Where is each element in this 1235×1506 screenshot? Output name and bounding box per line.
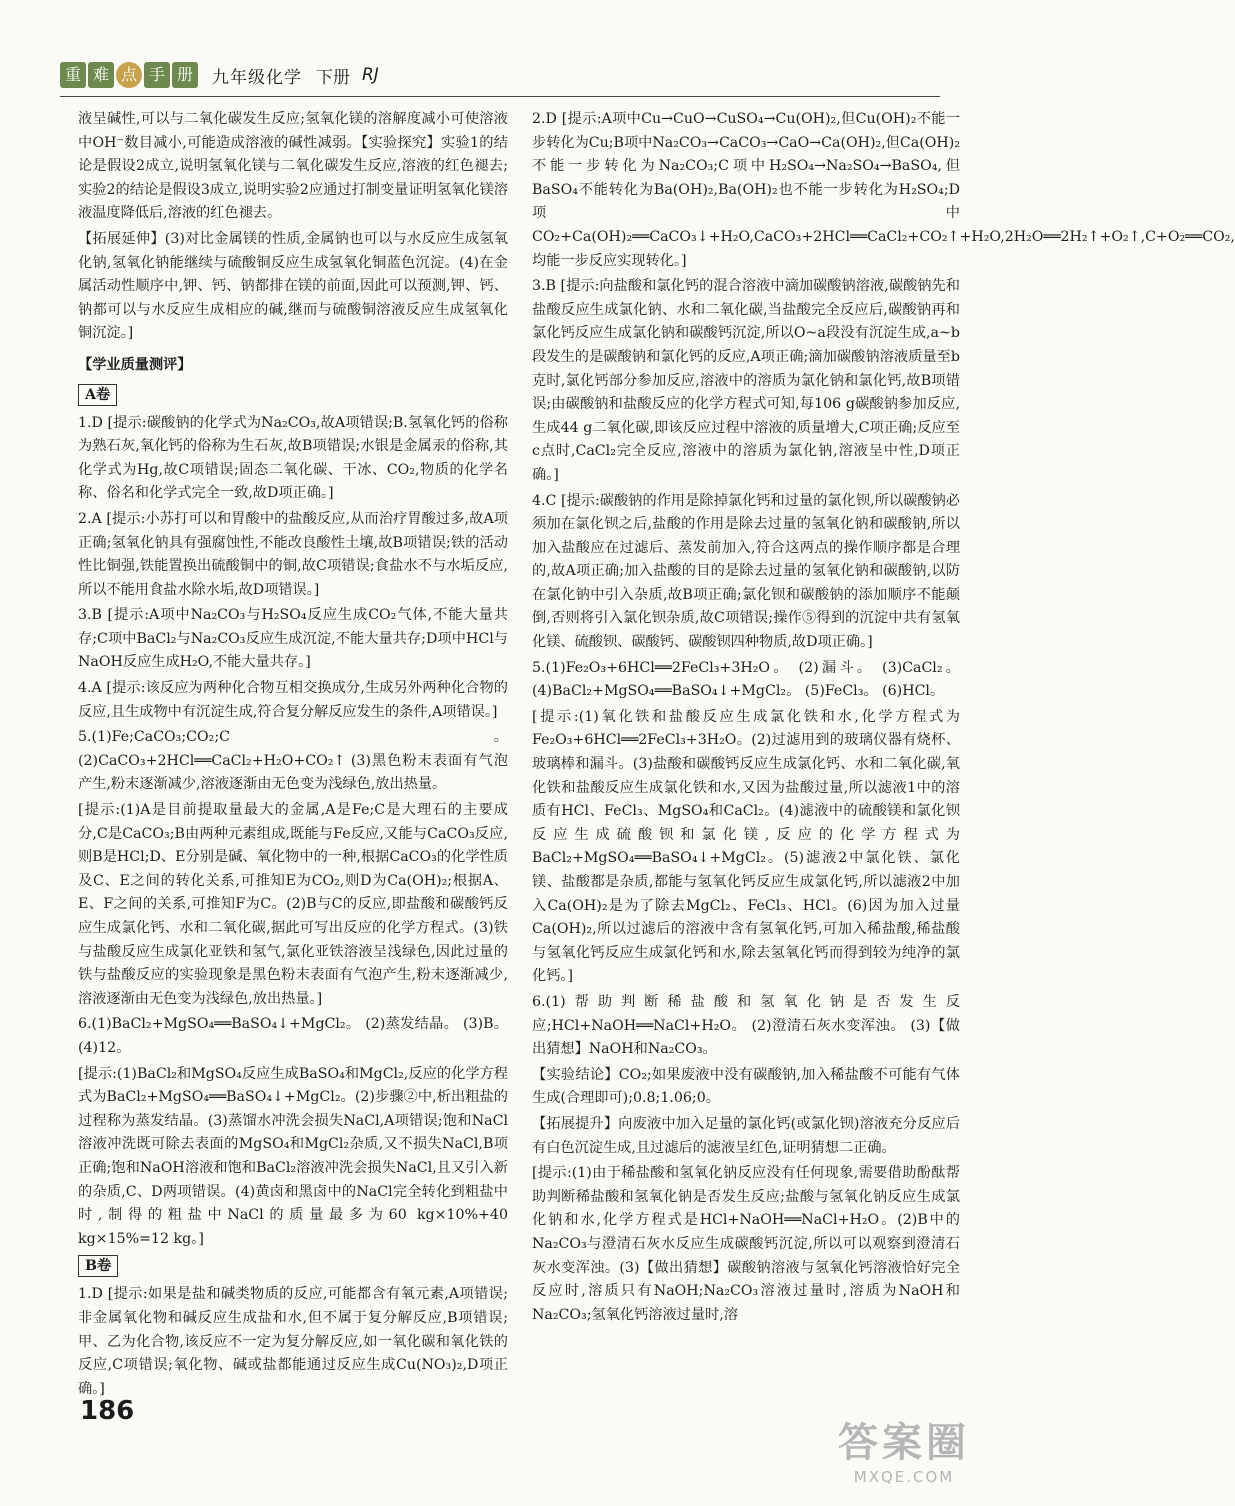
- section-heading: 【学业质量测评】: [78, 356, 192, 373]
- left-column: [78, 108, 508, 1403]
- right-column: [532, 108, 1235, 1329]
- logo-char: 重: [60, 62, 86, 88]
- answer-item: 6.(1)帮助判断稀盐酸和氢氧化钠是否发生反应;HCl+NaOH══NaCl+H₂O。 (2)澄清石灰水变浑浊。 (3)【做出猜想】NaOH和Na₂CO₃。: [532, 993, 960, 1058]
- answer-hint: [提示:(1)A是目前提取量最大的金属,A是Fe;C是大理石的主要成分,C是CaCO₃;B由两种元素组成,既能与Fe反应,又能与CaCO₃反应,则B是HCl;D、E分别是碱、氧化物中的一种,根据CaCO₃的化学性质及C、E之间的转化关系,可推知E为CO₂,则D为Ca(OH)₂;根据A、E、F之间的关系,可推知F为C。(2)B与C的反应,即盐酸和碳酸钙反应生成氯化钙、水和二氧化碳,据此可写出反应的化学方程式。(3)铁与盐酸反应生成氯化亚铁和氢气,氯化亚铁溶液呈浅绿色,因此过量的铁与盐酸反应的实验现象是黑色粉末表面有气泡产生,粉末逐渐减少,溶液逐渐由无色变为浅绿色,放出热量。]: [78, 802, 508, 1007]
- answer-item: 4.C [提示:碳酸钠的作用是除掉氯化钙和过量的氯化钡,所以碳酸钠必须加在氯化钡之后,盐酸的作用是除去过量的氢氧化钠和碳酸钠,所以加入盐酸应在过滤后、蒸发前加入,符合这两点的操作顺序都是合理的,故A项正确;加入盐酸的目的是除去过量的氢氧化钠和碳酸钠,以防在氯化钠中引入杂质,故B项正确;氯化钡和碳酸钠的添加顺序不能颠倒,否则将引入氯化钡杂质,故C项错误;操作⑤得到的沉淀中共有氢氧化镁、硫酸钡、碳酸钙、碳酸钡四种物质,故D项正确。]: [532, 492, 960, 651]
- answer-item: 2.A [提示:小苏打可以和胃酸中的盐酸反应,从而治疗胃酸过多,故A项正确;氢氧化钠具有强腐蚀性,不能改良酸性土壤,故B项错误;铁的活动性比铜强,铁能置换出硫酸铜中的铜,故C项错误;食盐水不与水垢反应,所以不能用食盐水除水垢,故D项错误。]: [78, 510, 508, 598]
- answer-hint: [提示:(1)氧化铁和盐酸反应生成氯化铁和水,化学方程式为Fe₂O₃+6HCl══2FeCl₃+3H₂O。(2)过滤用到的玻璃仪器有烧杯、玻璃棒和漏斗。(3)盐酸和碳酸钙反应生成氯化钙、水和二氧化碳,氧化铁和盐酸反应生成氯化铁和水,又因为盐酸过量,所以滤液1中的溶质有HCl、FeCl₃、MgSO₄和CaCl₂。(4)滤液中的硫酸镁和氯化钡反应生成硫酸钡和氯化镁,反应的化学方程式为BaCl₂+MgSO₄══BaSO₄↓+MgCl₂。(5)滤液2中氯化铁、氯化镁、盐酸都是杂质,都能与氢氧化钙反应生成氯化钙,所以滤液2中加入Ca(OH)₂是为了除去MgCl₂、FeCl₃、HCl。(6)因为加入过量Ca(OH)₂,所以过滤后的溶液中含有氢氧化钙,可加入稀盐酸,稀盐酸与氢氧化钙反应生成氯化钙和水,除去氢氧化钙而得到较为纯净的氯化钙。]: [532, 708, 960, 985]
- logo-char: 点: [116, 62, 142, 88]
- answer-hint: [提示:(1)BaCl₂和MgSO₄反应生成BaSO₄和MgCl₂,反应的化学方程式为BaCl₂+MgSO₄══BaSO₄↓+MgCl₂。(2)步骤②中,析出粗盐的过程称为蒸发结晶。(3)蒸馏水冲洗会损失NaCl,A项错误;饱和NaCl溶液冲洗既可除去表面的MgSO₄和MgCl₂杂质,又不损失NaCl,B项正确;饱和NaOH溶液和饱和BaCl₂溶液冲洗会损失NaCl,且又引入新的杂质,C、D两项错误。(4)黄卤和黑卤中的NaCl完全转化到粗盐中时,制得的粗盐中NaCl的质量最多为60 kg×10%+40 kg×15%=12 kg。]: [78, 1065, 508, 1247]
- header-rule: [60, 96, 940, 97]
- watermark-url: MXQE.COM: [853, 1468, 955, 1486]
- answer-item: 【实验结论】CO₂;如果废液中没有碳酸钠,加入稀盐酸不可能有气体生成(合理即可);0.8;1.06;0。: [532, 1066, 960, 1107]
- volume-tag-a: A卷: [78, 384, 117, 406]
- answer-item: 【拓展提升】向废液中加入足量的氯化钙(或氯化钡)溶液充分反应后有白色沉淀生成,且过滤后的滤液呈红色,证明猜想二正确。: [532, 1115, 960, 1156]
- page-number: 186: [80, 1396, 135, 1426]
- logo-char: 册: [172, 62, 198, 88]
- volume-tag-b: B卷: [78, 1255, 118, 1277]
- answer-item: 3.B [提示:向盐酸和氯化钙的混合溶液中滴加碳酸钠溶液,碳酸钠先和盐酸反应生成氯化钠、水和二氧化碳,当盐酸完全反应后,碳酸钠再和氯化钙反应生成氯化钠和碳酸钙沉淀,所以O~a段没有沉淀生成,a~b段发生的是碳酸钠和氯化钙的反应,A项正确;滴加碳酸钠溶液质量至b克时,氯化钙部分参加反应,溶液中的溶质为氯化钠和氯化钙,故B项错误;由碳酸钠和盐酸反应的化学方程式可知,每106 g碳酸钠参加反应,生成44 g二氧化碳,即该反应过程中溶液的质量增大,C项正确;反应至c点时,CaCl₂完全反应,溶液中的溶质为氯化钠,溶液呈中性,D项正确。]: [532, 278, 960, 483]
- answer-item: 5.(1)Fe₂O₃+6HCl══2FeCl₃+3H₂O。 (2)漏斗。 (3)CaCl₂。 (4)BaCl₂+MgSO₄══BaSO₄↓+MgCl₂。 (5)FeCl₃。 (6)HCl。: [532, 659, 960, 700]
- watermark: [838, 1411, 970, 1486]
- answer-item: 1.D [提示:碳酸钠的化学式为Na₂CO₃,故A项错误;B.氢氧化钙的俗称为熟石灰,氧化钙的俗称为生石灰,故B项错误;水银是金属汞的俗称,其化学式为Hg,故C项错误;固态二氧化碳、干冰、CO₂,物质的化学名称、俗名和化学式完全一致,故D项正确。]: [78, 414, 508, 502]
- paragraph: 【拓展延伸】(3)对比金属镁的性质,金属钠也可以与水反应生成氢氧化钠,氢氧化钠能继续与硫酸铜反应生成氢氧化铜蓝色沉淀。(4)在金属活动性顺序中,钾、钙、钠都排在镁的前面,因此可以预测,钾、钙、钠都可以与水反应生成相应的碱,继而与硫酸铜溶液反应生成氢氧化铜沉淀。]: [78, 230, 508, 342]
- book-term: 下册: [316, 67, 350, 88]
- answer-item: 1.D [提示:如果是盐和碱类物质的反应,可能都含有氧元素,A项错误;非金属氧化物和碱反应生成盐和水,但不属于复分解反应,B项错误;甲、乙为化合物,该反应不一定为复分解反应,如一氧化碳和氧化铁的反应,C项错误;氧化物、碱或盐都能通过反应生成Cu(NO₃)₂,D项正确。]: [78, 1286, 508, 1397]
- watermark-text: 答案圈: [838, 1420, 970, 1466]
- logo-char: 难: [88, 62, 114, 88]
- page-header: [60, 60, 379, 90]
- answer-hint: [提示:(1)由于稀盐酸和氢氧化钠反应没有任何现象,需要借助酚酞帮助判断稀盐酸和氢氧化钠是否发生反应;盐酸与氢氧化钠反应生成氯化钠和水,化学方程式是HCl+NaOH══NaCl+H₂O。(2)B中的Na₂CO₃与澄清石灰水反应生成碳酸钙沉淀,所以可以观察到澄清石灰水变浑浊。(3)【做出猜想】碳酸钠溶液与氢氧化钙溶液恰好完全反应时,溶质只有NaOH;Na₂CO₃溶液过量时,溶质为NaOH和Na₂CO₃;氢氧化钙溶液过量时,溶: [532, 1165, 960, 1323]
- answer-item: 2.D [提示:A项中Cu→CuO→CuSO₄→Cu(OH)₂,但Cu(OH)₂不能一步转化为Cu;B项中Na₂CO₃→CaCO₃→CaO→Ca(OH)₂,但Ca(OH)₂不能一步转化为Na₂CO₃;C项中H₂SO₄→Na₂SO₄→BaSO₄,但BaSO₄不能转化为Ba(OH)₂,Ba(OH)₂也不能一步转化为H₂SO₄;D项中CO₂+Ca(OH)₂══CaCO₃↓+H₂O,CaCO₃+2HCl══CaCl₂+CO₂↑+H₂O,2H₂O══2H₂↑+O₂↑,C+O₂══CO₂,均能一步反应实现转化。]: [532, 111, 1235, 269]
- logo-char: 手: [144, 62, 170, 88]
- book-edition: RJ: [362, 65, 379, 85]
- answer-item: 6.(1)BaCl₂+MgSO₄══BaSO₄↓+MgCl₂。 (2)蒸发结晶。 (3)B。 (4)12。: [78, 1016, 508, 1056]
- answer-item: 4.A [提示:该反应为两种化合物互相交换成分,生成另外两种化合物的反应,且生成物中有沉淀生成,符合复分解反应发生的条件,A项错误。]: [78, 680, 508, 720]
- paragraph: 液呈碱性,可以与二氧化碳发生反应;氢氧化镁的溶解度减小可使溶液中OH⁻数目减小,可能造成溶液的碱性减弱。【实验探究】实验1的结论是假设2成立,说明氢氧化镁与二氧化碳发生反应,溶液的红色褪去;实验2的结论是假设3成立,说明实验2应通过打制变量证明氢氧化镁溶液温度降低后,溶液的红色褪去。: [78, 111, 508, 222]
- book-subtitle: 九年级化学: [212, 67, 302, 88]
- series-logo: [60, 62, 198, 88]
- answer-item: 5.(1)Fe;CaCO₃;CO₂;C。 (2)CaCO₃+2HCl══CaCl₂+H₂O+CO₂↑ (3)黑色粉末表面有气泡产生,粉末逐渐减少,溶液逐渐由无色变为浅绿色,放出热量。: [78, 729, 508, 793]
- answer-item: 3.B [提示:A项中Na₂CO₃与H₂SO₄反应生成CO₂气体,不能大量共存;C项中BaCl₂与Na₂CO₃反应生成沉淀,不能大量共存;D项中HCl与NaOH反应生成H₂O,不能大量共存。]: [78, 607, 508, 671]
